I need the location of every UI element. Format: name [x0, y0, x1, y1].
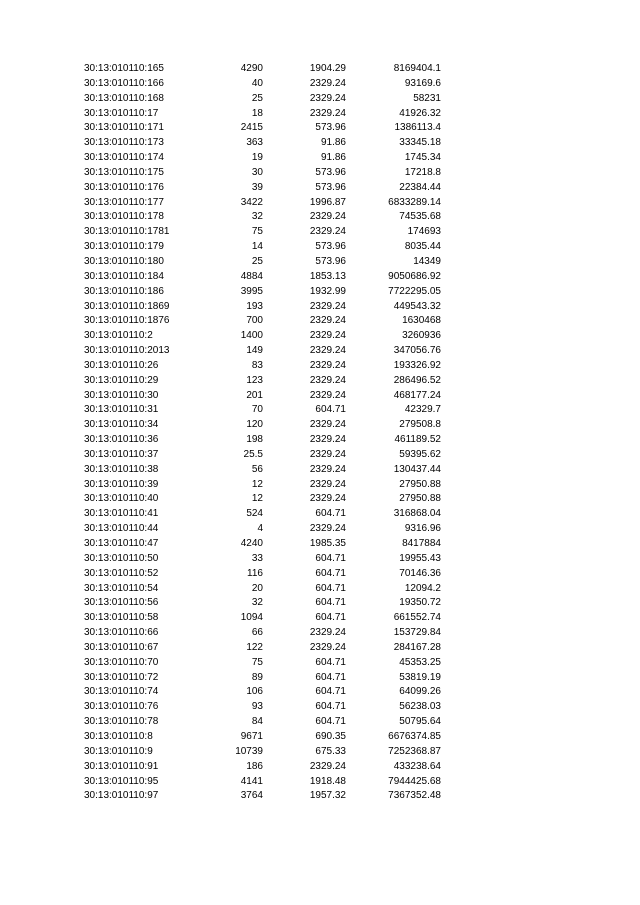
area-cell: 4240	[240, 538, 263, 549]
rate-cell: 604.71	[315, 582, 346, 594]
table-row	[84, 210, 441, 225]
table-row	[84, 374, 441, 389]
area-cell: 3995	[240, 285, 263, 297]
cadastral-number-cell: 30:13:010110:47	[84, 538, 159, 549]
cadastral-number-cell: 30:13:010110:179	[84, 241, 164, 253]
table-row	[84, 567, 441, 582]
cadastral-number-cell: 30:13:010110:34	[84, 419, 159, 431]
area-cell: 25	[251, 255, 263, 267]
area-cell: 25.5	[243, 448, 263, 460]
area-cell: 32	[251, 597, 263, 609]
rate-cell: 604.71	[315, 686, 346, 698]
area-cell: 363	[246, 137, 263, 149]
area-cell: 32	[251, 211, 263, 223]
rate-cell: 2329.24	[309, 330, 346, 342]
area-cell: 56	[251, 463, 263, 475]
table-row	[84, 507, 441, 522]
cadastral-number-cell: 30:13:010110:30	[84, 389, 159, 401]
area-cell: 4	[257, 523, 263, 535]
value-cell: 284167.28	[393, 641, 441, 653]
area-cell: 12	[251, 478, 263, 490]
cadastral-number-cell: 30:13:010110:186	[84, 285, 164, 297]
cadastral-number-cell: 30:13:010110:78	[84, 716, 159, 728]
table-row	[84, 255, 441, 270]
cadastral-number-cell: 30:13:010110:174	[84, 152, 164, 164]
area-cell: 75	[251, 656, 263, 668]
rate-cell: 604.71	[315, 716, 346, 728]
value-cell: 286496.52	[393, 374, 441, 386]
table-row	[84, 552, 441, 567]
table-row	[84, 136, 441, 151]
value-cell: 27950.88	[399, 493, 441, 505]
table-row	[84, 314, 441, 329]
area-cell: 66	[251, 627, 263, 639]
area-cell: 193	[246, 300, 263, 312]
table-row	[84, 745, 441, 760]
area-cell: 198	[246, 434, 263, 446]
table-row	[84, 92, 441, 107]
area-cell: 75	[251, 226, 263, 238]
table-row	[84, 715, 441, 730]
value-cell: 14349	[413, 255, 441, 267]
rate-cell: 2329.24	[309, 478, 346, 490]
value-cell: 56238.03	[399, 701, 441, 713]
table-row	[84, 641, 441, 656]
cadastral-number-cell: 30:13:010110:29	[84, 374, 159, 386]
rate-cell: 604.71	[315, 552, 346, 564]
cadastral-number-cell: 30:13:010110:70	[84, 656, 159, 668]
rate-cell: 2329.24	[309, 419, 346, 431]
rate-cell: 604.71	[315, 701, 346, 713]
spreadsheet-page	[0, 62, 640, 804]
rate-cell: 573.96	[315, 166, 346, 178]
table-row	[84, 77, 441, 92]
cadastral-number-cell: 30:13:010110:72	[84, 671, 159, 683]
value-cell: 59395.62	[399, 448, 441, 460]
table-row	[84, 448, 441, 463]
rate-cell: 604.71	[315, 612, 346, 624]
rate-cell: 573.96	[315, 241, 346, 253]
rate-cell: 604.71	[315, 508, 346, 520]
cadastral-number-cell: 30:13:010110:26	[84, 359, 159, 371]
value-cell: 316868.04	[393, 508, 441, 520]
value-cell: 1745.34	[404, 152, 441, 164]
value-cell: 130437.44	[393, 463, 441, 475]
table-row	[84, 685, 441, 700]
table-row	[84, 403, 441, 418]
area-cell: 30	[251, 166, 263, 178]
rate-cell: 2329.24	[309, 641, 346, 653]
value-cell: 19955.43	[399, 552, 441, 564]
value-cell: 50795.64	[399, 716, 441, 728]
value-cell: 8169404.1	[393, 63, 441, 74]
table-row	[84, 285, 441, 300]
rate-cell: 2329.24	[309, 493, 346, 505]
rate-cell: 2329.24	[309, 300, 346, 312]
rate-cell: 2329.24	[309, 374, 346, 386]
value-cell: 41926.32	[399, 107, 441, 119]
cadastral-number-cell: 30:13:010110:54	[84, 582, 159, 594]
rate-cell: 2329.24	[309, 345, 346, 357]
table-row	[84, 359, 441, 374]
cadastral-number-cell: 30:13:010110:52	[84, 567, 159, 579]
cadastral-number-cell: 30:13:010110:50	[84, 552, 159, 564]
cadastral-number-cell: 30:13:010110:44	[84, 523, 159, 535]
value-cell: 93169.6	[404, 77, 441, 89]
value-cell: 8417884	[402, 538, 441, 549]
cadastral-number-cell: 30:13:010110:37	[84, 448, 159, 460]
value-cell: 433238.64	[393, 760, 441, 772]
value-cell: 6833289.14	[388, 196, 441, 208]
value-cell: 7367352.48	[388, 790, 441, 802]
value-cell: 17218.8	[404, 166, 441, 178]
cadastral-number-cell: 30:13:010110:171	[84, 122, 164, 134]
cadastral-number-cell: 30:13:010110:177	[84, 196, 164, 208]
table-row	[84, 626, 441, 641]
rate-cell: 2329.24	[309, 77, 346, 89]
value-cell: 3260936	[402, 330, 441, 342]
table-row	[84, 181, 441, 196]
value-cell: 449543.32	[393, 300, 441, 312]
value-cell: 279508.8	[399, 419, 441, 431]
value-cell: 19350.72	[399, 597, 441, 609]
value-cell: 74535.68	[399, 211, 441, 223]
rate-cell: 573.96	[315, 255, 346, 267]
value-cell: 33345.18	[399, 137, 441, 149]
cadastral-number-cell: 30:13:010110:67	[84, 641, 159, 653]
rate-cell: 675.33	[315, 745, 346, 757]
table-row	[84, 433, 441, 448]
cadastral-number-cell: 30:13:010110:1869	[84, 300, 170, 312]
area-cell: 12	[251, 493, 263, 505]
cadastral-number-cell: 30:13:010110:41	[84, 508, 159, 520]
cadastral-number-cell: 30:13:010110:76	[84, 701, 159, 713]
table-row	[84, 582, 441, 597]
area-cell: 149	[246, 345, 263, 357]
area-cell: 123	[246, 374, 263, 386]
rate-cell: 1985.35	[309, 538, 346, 549]
area-cell: 524	[246, 508, 263, 520]
area-cell: 4884	[240, 270, 263, 282]
value-cell: 27950.88	[399, 478, 441, 490]
area-cell: 9671	[240, 730, 263, 742]
table-row	[84, 107, 441, 122]
cadastral-number-cell: 30:13:010110:175	[84, 166, 164, 178]
rate-cell: 2329.24	[309, 760, 346, 772]
area-cell: 10739	[235, 745, 263, 757]
value-cell: 193326.92	[393, 359, 441, 371]
area-cell: 1094	[240, 612, 263, 624]
table-row	[84, 62, 441, 77]
value-cell: 70146.36	[399, 567, 441, 579]
rate-cell: 2329.24	[309, 92, 346, 104]
rate-cell: 604.71	[315, 671, 346, 683]
area-cell: 40	[251, 77, 263, 89]
area-cell: 33	[251, 552, 263, 564]
rate-cell: 2329.24	[309, 523, 346, 535]
cadastral-number-cell: 30:13:010110:173	[84, 137, 164, 149]
value-cell: 8035.44	[404, 241, 441, 253]
area-cell: 83	[251, 359, 263, 371]
cadastral-number-cell: 30:13:010110:40	[84, 493, 159, 505]
area-cell: 84	[251, 716, 263, 728]
table-row	[84, 671, 441, 686]
value-cell: 6676374.85	[388, 730, 441, 742]
table-row	[84, 270, 441, 285]
table-row	[84, 344, 441, 359]
table-row	[84, 775, 441, 790]
value-cell: 42329.7	[404, 404, 441, 416]
rate-cell: 2329.24	[309, 226, 346, 238]
table-row	[84, 240, 441, 255]
rate-cell: 2329.24	[309, 315, 346, 327]
table-row	[84, 196, 441, 211]
area-cell: 3764	[240, 790, 263, 802]
rate-cell: 91.86	[320, 137, 346, 149]
area-cell: 201	[246, 389, 263, 401]
area-cell: 93	[251, 701, 263, 713]
area-cell: 70	[251, 404, 263, 416]
cadastral-number-cell: 30:13:010110:38	[84, 463, 159, 475]
area-cell: 106	[246, 686, 263, 698]
value-cell: 461189.52	[394, 434, 441, 446]
area-cell: 4290	[240, 63, 263, 74]
table-row	[84, 730, 441, 745]
value-cell: 45353.25	[399, 656, 441, 668]
value-cell: 12094.2	[404, 582, 441, 594]
rate-cell: 2329.24	[309, 463, 346, 475]
rate-cell: 573.96	[315, 181, 346, 193]
cadastral-number-cell: 30:13:010110:95	[84, 775, 159, 787]
area-cell: 186	[246, 760, 263, 772]
cadastral-number-cell: 30:13:010110:1781	[84, 226, 170, 238]
cadastral-number-cell: 30:13:010110:36	[84, 434, 159, 446]
value-cell: 64099.26	[399, 686, 441, 698]
value-cell: 58231	[413, 92, 441, 104]
table-row	[84, 522, 441, 537]
cadastral-number-cell: 30:13:010110:8	[84, 730, 153, 742]
table-row	[84, 329, 441, 344]
cadastral-number-cell: 30:13:010110:2	[84, 330, 153, 342]
rate-cell: 1957.32	[309, 790, 346, 802]
table-row	[84, 656, 441, 671]
cadastral-number-cell: 30:13:010110:184	[84, 270, 164, 282]
value-cell: 347056.76	[393, 345, 441, 357]
table-row	[84, 789, 441, 804]
cadastral-number-cell: 30:13:010110:168	[84, 92, 164, 104]
area-cell: 120	[246, 419, 263, 431]
value-cell: 9316.96	[404, 523, 441, 535]
value-cell: 7252368.87	[388, 745, 441, 757]
table-row	[84, 537, 441, 552]
cadastral-number-cell: 30:13:010110:39	[84, 478, 159, 490]
value-cell: 9050686.92	[388, 270, 441, 282]
rate-cell: 1853.13	[309, 270, 346, 282]
value-cell: 468177.24	[393, 389, 441, 401]
area-cell: 3422	[240, 196, 263, 208]
area-cell: 25	[251, 92, 263, 104]
rate-cell: 2329.24	[309, 107, 346, 119]
value-cell: 153729.84	[393, 627, 441, 639]
cadastral-number-cell: 30:13:010110:166	[84, 77, 164, 89]
area-cell: 89	[251, 671, 263, 683]
table-row	[84, 151, 441, 166]
cadastral-number-cell: 30:13:010110:97	[84, 790, 159, 802]
table-row	[84, 225, 441, 240]
area-cell: 700	[246, 315, 263, 327]
value-cell: 22384.44	[399, 181, 441, 193]
cadastral-number-cell: 30:13:010110:66	[84, 627, 159, 639]
area-cell: 19	[251, 152, 263, 164]
table-row	[84, 121, 441, 136]
table-row	[84, 700, 441, 715]
value-cell: 1630468	[402, 315, 441, 327]
area-cell: 18	[251, 107, 263, 119]
cadastral-number-cell: 30:13:010110:176	[84, 181, 164, 193]
rate-cell: 2329.24	[309, 359, 346, 371]
rate-cell: 690.35	[315, 730, 346, 742]
cadastral-number-cell: 30:13:010110:74	[84, 686, 159, 698]
area-cell: 2415	[240, 122, 263, 134]
cadastral-number-cell: 30:13:010110:56	[84, 597, 159, 609]
rate-cell: 2329.24	[309, 448, 346, 460]
area-cell: 116	[247, 567, 263, 579]
rate-cell: 1904.29	[309, 63, 346, 74]
cadastral-number-cell: 30:13:010110:91	[84, 760, 159, 772]
cadastral-number-cell: 30:13:010110:1876	[84, 315, 170, 327]
area-cell: 1400	[240, 330, 263, 342]
value-cell: 1386113.4	[394, 122, 441, 134]
cadastral-number-cell: 30:13:010110:17	[84, 107, 159, 119]
rate-cell: 2329.24	[309, 211, 346, 223]
area-cell: 14	[251, 241, 263, 253]
rate-cell: 573.96	[315, 122, 346, 134]
rate-cell: 1932.99	[309, 285, 346, 297]
rate-cell: 2329.24	[309, 434, 346, 446]
value-cell: 174693	[407, 226, 441, 238]
table-row	[84, 596, 441, 611]
table-row	[84, 300, 441, 315]
table-row	[84, 760, 441, 775]
value-cell: 7944425.68	[388, 775, 441, 787]
cadastral-number-cell: 30:13:010110:180	[84, 255, 164, 267]
area-cell: 39	[251, 181, 263, 193]
cadastral-number-cell: 30:13:010110:178	[84, 211, 164, 223]
rate-cell: 1996.87	[309, 196, 346, 208]
area-cell: 122	[246, 641, 263, 653]
table-body	[84, 62, 441, 804]
cadastral-number-cell: 30:13:010110:31	[84, 404, 159, 416]
rate-cell: 2329.24	[309, 627, 346, 639]
value-cell: 661552.74	[393, 612, 441, 624]
table-row	[84, 478, 441, 493]
cadastral-number-cell: 30:13:010110:58	[84, 612, 159, 624]
table-row	[84, 166, 441, 181]
cadastral-number-cell: 30:13:010110:9	[84, 745, 153, 757]
cadastral-number-cell: 30:13:010110:2013	[84, 345, 170, 357]
rate-cell: 1918.48	[309, 775, 346, 787]
rate-cell: 604.71	[315, 567, 346, 579]
data-table	[84, 62, 441, 804]
rate-cell: 604.71	[315, 656, 346, 668]
table-row	[84, 492, 441, 507]
area-cell: 20	[251, 582, 263, 594]
cadastral-number-cell: 30:13:010110:165	[84, 63, 164, 74]
table-row	[84, 463, 441, 478]
rate-cell: 91.86	[320, 152, 346, 164]
table-row	[84, 418, 441, 433]
rate-cell: 2329.24	[309, 389, 346, 401]
area-cell: 4141	[240, 775, 263, 787]
table-row	[84, 389, 441, 404]
value-cell: 7722295.05	[388, 285, 441, 297]
value-cell: 53819.19	[399, 671, 441, 683]
table-row	[84, 611, 441, 626]
rate-cell: 604.71	[315, 597, 346, 609]
rate-cell: 604.71	[315, 404, 346, 416]
